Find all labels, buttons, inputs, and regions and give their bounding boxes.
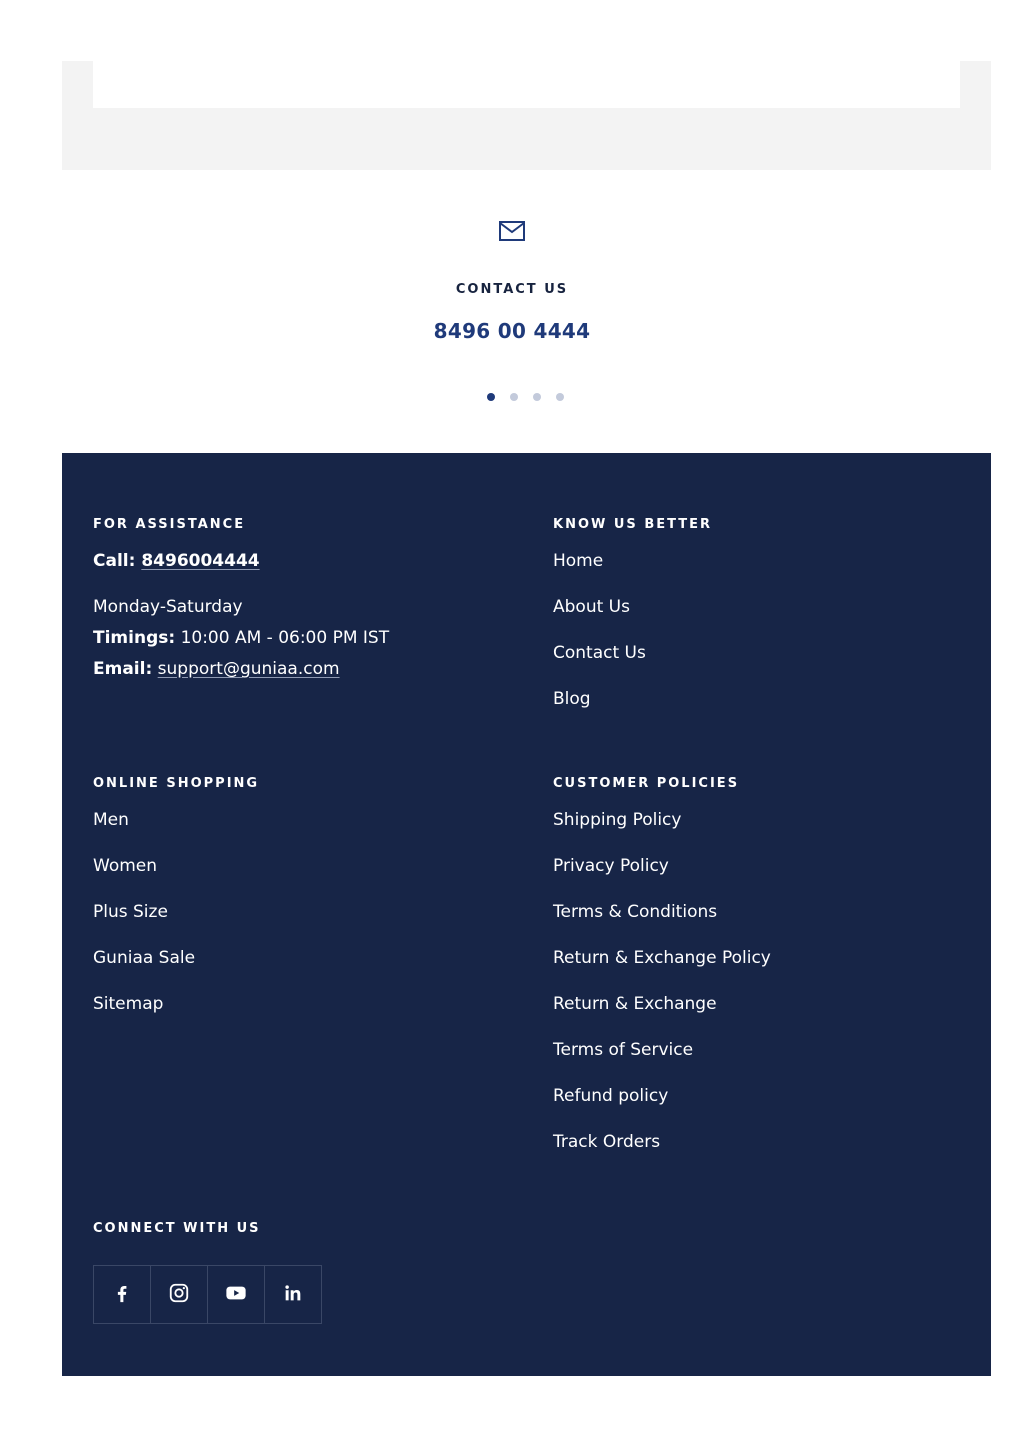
mail-icon: [498, 220, 526, 242]
know-us-heading: KNOW US BETTER: [553, 517, 713, 532]
linkedin-button[interactable]: [264, 1265, 322, 1324]
footer: [62, 453, 991, 1376]
carousel-dot-2[interactable]: [510, 393, 518, 401]
carousel-dot-1[interactable]: [487, 393, 495, 401]
footer-link-plus-size[interactable]: Plus Size: [93, 902, 168, 922]
timings-line: [93, 623, 493, 654]
youtube-icon: [225, 1282, 247, 1308]
youtube-button[interactable]: [207, 1265, 265, 1324]
footer-link-track-orders[interactable]: Track Orders: [553, 1132, 661, 1152]
footer-link-refund-policy[interactable]: Refund policy: [553, 1086, 669, 1106]
email-line: [93, 654, 493, 685]
days-text: Monday-Saturday: [93, 597, 243, 617]
footer-link-terms-conditions[interactable]: Terms & Conditions: [553, 902, 718, 922]
footer-link-men[interactable]: Men: [93, 810, 129, 830]
call-label: Call:: [93, 551, 136, 571]
footer-link-shipping-policy[interactable]: Shipping Policy: [553, 810, 682, 830]
instagram-button[interactable]: [150, 1265, 208, 1324]
footer-link-sitemap[interactable]: Sitemap: [93, 994, 164, 1014]
facebook-icon: [111, 1282, 133, 1308]
email-link[interactable]: support@guniaa.com: [157, 659, 340, 679]
carousel-dots: [487, 393, 564, 401]
footer-link-privacy-policy[interactable]: Privacy Policy: [553, 856, 669, 876]
footer-link-return-exchange-policy[interactable]: Return & Exchange Policy: [553, 948, 771, 968]
assistance-column: [93, 517, 493, 685]
email-label: Email:: [93, 659, 153, 679]
footer-link-guniaa-sale[interactable]: Guniaa Sale: [93, 948, 196, 968]
contact-title: CONTACT US: [455, 282, 569, 297]
assistance-heading: FOR ASSISTANCE: [93, 517, 246, 532]
footer-link-women[interactable]: Women: [93, 856, 158, 876]
footer-link-contact-us[interactable]: Contact Us: [553, 643, 646, 663]
connect-heading: CONNECT WITH US: [93, 1221, 261, 1236]
carousel-dot-4[interactable]: [556, 393, 564, 401]
instagram-icon: [168, 1282, 190, 1308]
footer-link-blog[interactable]: Blog: [553, 689, 591, 709]
footer-link-about-us[interactable]: About Us: [553, 597, 630, 617]
customer-policies-heading: CUSTOMER POLICIES: [553, 776, 740, 791]
online-shopping-column: [93, 776, 493, 1015]
connect-column: [93, 1221, 261, 1236]
call-number-link[interactable]: 8496004444: [141, 551, 260, 571]
top-whitespace: [0, 0, 1024, 61]
timings-value: 10:00 AM - 06:00 PM IST: [180, 628, 390, 648]
contact-section: [0, 220, 1024, 343]
carousel-dot-3[interactable]: [533, 393, 541, 401]
contact-phone[interactable]: 8496 00 4444: [433, 319, 591, 343]
linkedin-icon: [282, 1282, 304, 1308]
know-us-column: [553, 517, 953, 710]
footer-link-return-exchange[interactable]: Return & Exchange: [553, 994, 717, 1014]
timings-label: Timings:: [93, 628, 176, 648]
online-shopping-heading: ONLINE SHOPPING: [93, 776, 260, 791]
footer-link-terms-of-service[interactable]: Terms of Service: [553, 1040, 694, 1060]
facebook-button[interactable]: [93, 1265, 151, 1324]
footer-link-home[interactable]: Home: [553, 551, 604, 571]
social-links: [93, 1265, 321, 1324]
customer-policies-column: [553, 776, 953, 1153]
call-line: [93, 550, 493, 572]
